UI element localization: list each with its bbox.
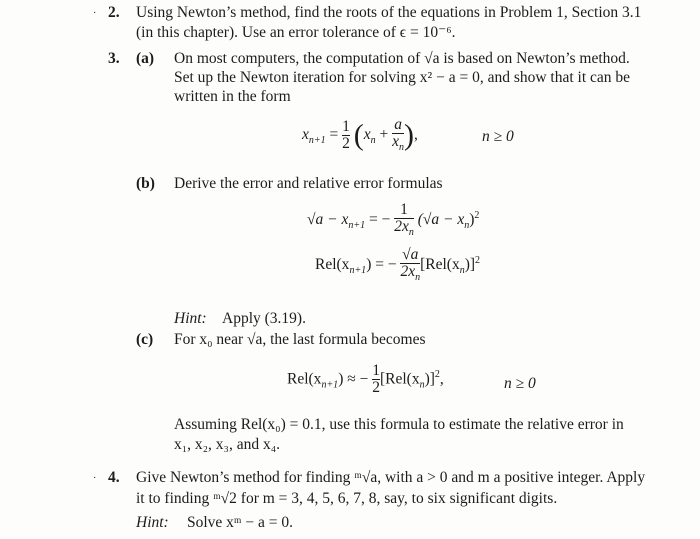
part-a-line-1: On most computers, the computation of √a is based on Newton’s method. <box>174 50 630 67</box>
part-c-line-1: Assuming Rel(x₀) = 0.1, use this formula to estimate the relative error in <box>174 416 624 433</box>
part-b-hint-text: Apply (3.19). <box>222 310 306 327</box>
bullet-dot-4: · <box>93 473 97 484</box>
part-b-label: (b) <box>136 175 155 192</box>
approx-relative-error-formula: $Rel(x_{n+1})$ ≈ − $\frac{1}{2}$ $[Rel(x_n)]^2$, <box>287 362 444 397</box>
problem-2-line-2: (in this chapter). Use an error tolerance of ϵ = 10⁻⁶. <box>136 24 456 41</box>
fraction-one-half: $\frac{1}{2}$ <box>342 117 350 152</box>
fraction-one-half-c: $\frac{1}{2}$ <box>372 362 380 397</box>
part-a-line-3: written in the form <box>174 88 291 105</box>
relative-error-formula: $Rel(x_{n+1})$ = − $\frac{√a}{2x_n}$ $[Rel(x_n)]^2$ <box>315 246 481 284</box>
part-c-text: For x₀ near √a, the last formula becomes <box>174 331 426 348</box>
problem-4-line-2: it to finding ᵐ√2 for m = 3, 4, 5, 6, 7, 8, say, to six significant digits. <box>136 490 558 507</box>
part-a-line-2: Set up the Newton iteration for solving x² − a = 0, and show that it can be <box>174 69 631 86</box>
fraction-a-over-xn: $\frac{a}{x_n}$ <box>392 116 405 154</box>
condition-n-ge-0-c: n ≥ 0 <box>504 375 536 392</box>
problem-3-number: 3. <box>108 50 120 67</box>
newton-iteration-equation: $x_{n+1}$ = $\frac{1}{2}$ ($x_n$ + $\frac{a}{x_n}$ ), <box>302 116 418 154</box>
problem-4-hint-text: Solve xᵐ − a = 0. <box>187 514 293 531</box>
part-a-label: (a) <box>136 50 155 67</box>
condition-n-ge-0: n ≥ 0 <box>482 128 514 145</box>
error-formula: $√a - x_{n+1}$ = − $\frac{1}{2x_n}$ $(√a - x_n)^2$ <box>307 201 480 239</box>
part-c-label: (c) <box>136 331 154 348</box>
problem-2-line-1: Using Newton’s method, find the roots of the equations in Problem 1, Section 3.1 <box>136 4 642 21</box>
part-c-line-2: x₁, x₂, x₃, and x₄. <box>174 436 280 453</box>
part-b-text: Derive the error and relative error formulas <box>174 175 443 192</box>
fraction-one-over-2xn: $\frac{1}{2x_n}$ <box>394 201 414 239</box>
problem-4-line-1: Give Newton’s method for finding ᵐ√a, with a > 0 and m a positive integer. Apply <box>136 469 646 486</box>
part-b-hint-label: Hint: <box>174 310 207 327</box>
bullet-dot: · <box>93 8 97 19</box>
problem-2-number: 2. <box>108 4 120 21</box>
fraction-sqrt-a-over-2xn: $\frac{√a}{2x_n}$ <box>400 246 421 284</box>
problem-4-hint-label: Hint: <box>136 514 169 531</box>
problem-4-number: 4. <box>108 469 120 486</box>
